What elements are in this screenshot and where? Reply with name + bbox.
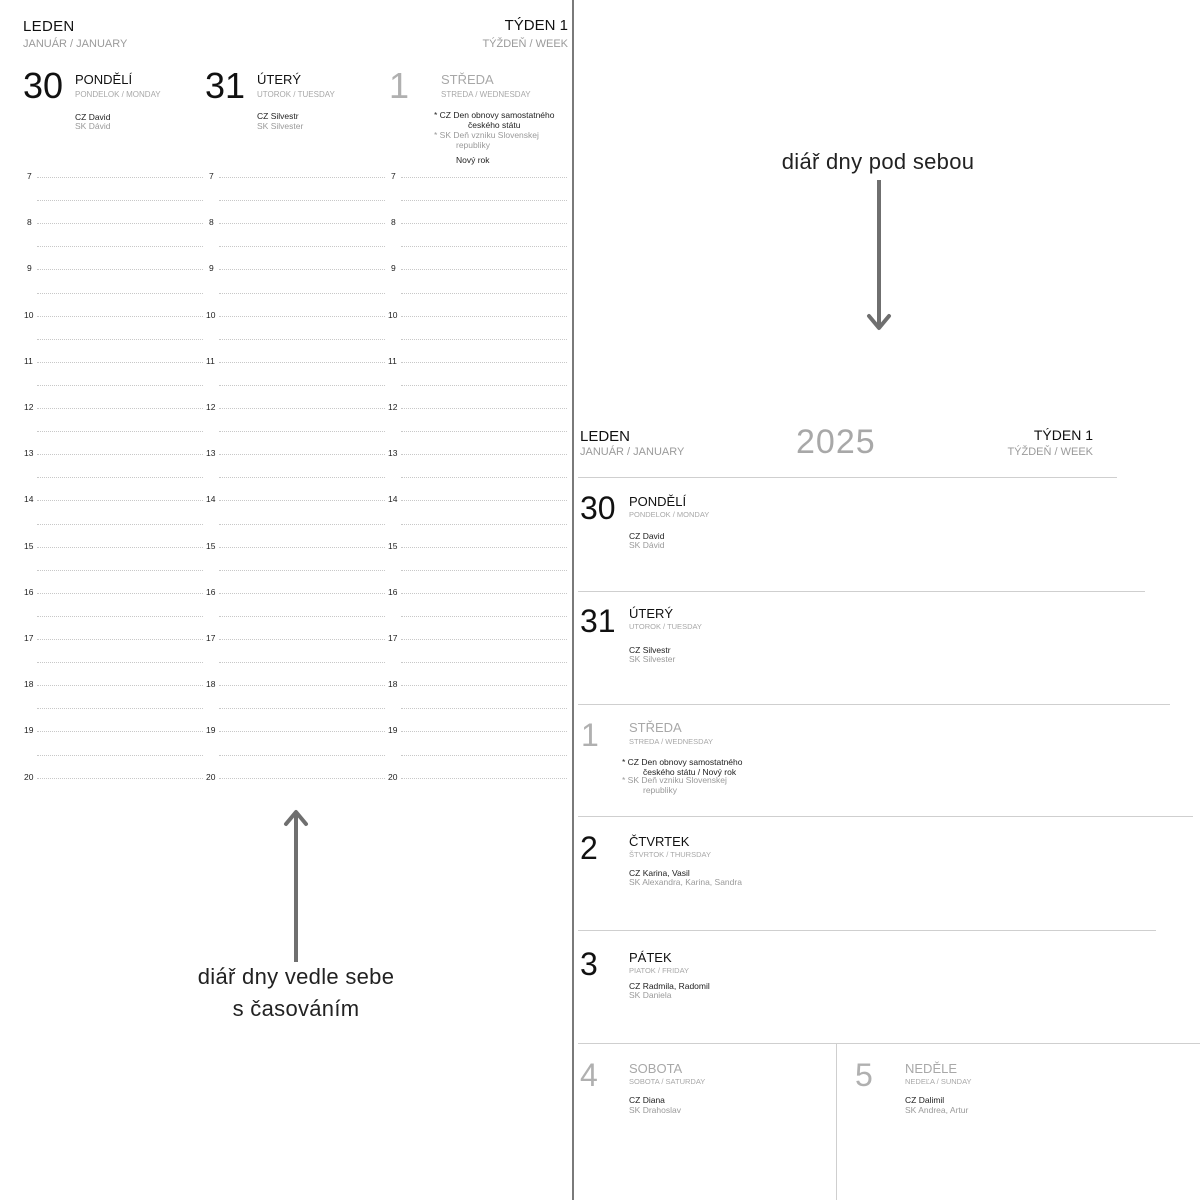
hour-label: 18 bbox=[388, 679, 398, 690]
hour-line[interactable] bbox=[37, 177, 203, 178]
hour-line[interactable] bbox=[37, 731, 203, 732]
day-number: 30 bbox=[23, 65, 64, 106]
half-hour-line[interactable] bbox=[219, 477, 385, 478]
half-hour-line[interactable] bbox=[37, 570, 203, 571]
half-hour-line[interactable] bbox=[37, 339, 203, 340]
hour-line[interactable] bbox=[219, 500, 385, 501]
left-month-subtitle: JANUÁR / JANUARY bbox=[23, 38, 128, 50]
holiday-cz bbox=[434, 111, 554, 130]
separator bbox=[578, 1043, 1200, 1044]
hour-line[interactable] bbox=[219, 223, 385, 224]
hour-line[interactable] bbox=[401, 593, 567, 594]
hour-label: 9 bbox=[209, 263, 214, 274]
holiday-cz-line1: * CZ Den obnovy samostatného bbox=[622, 757, 743, 767]
right-note: diář dny pod sebou bbox=[781, 149, 975, 174]
hour-label: 14 bbox=[24, 494, 34, 505]
day-number: 31 bbox=[205, 65, 246, 106]
half-hour-line[interactable] bbox=[37, 524, 203, 525]
hour-label: 12 bbox=[388, 402, 398, 412]
half-hour-line[interactable] bbox=[401, 246, 567, 247]
hour-label: 12 bbox=[24, 402, 34, 412]
half-hour-line[interactable] bbox=[37, 385, 203, 386]
day-subtitle: PIATOK / FRIDAY bbox=[629, 966, 690, 975]
hour-label: 8 bbox=[209, 217, 214, 228]
nameday-cz: CZ David bbox=[75, 112, 111, 122]
half-hour-line[interactable] bbox=[219, 755, 385, 756]
hour-label: 16 bbox=[388, 586, 398, 597]
half-hour-line[interactable] bbox=[401, 339, 567, 340]
nameday-sk: SK Drahoslav bbox=[629, 1105, 681, 1115]
right-month-subtitle: JANUÁR / JANUARY bbox=[580, 446, 685, 458]
hour-line[interactable] bbox=[37, 547, 203, 548]
half-hour-line[interactable] bbox=[219, 246, 385, 247]
hour-line[interactable] bbox=[401, 731, 567, 732]
hour-label: 13 bbox=[206, 448, 216, 459]
half-hour-line[interactable] bbox=[219, 616, 385, 617]
hour-line[interactable] bbox=[219, 639, 385, 640]
day-subtitle: UTOROK / TUESDAY bbox=[257, 90, 335, 99]
day-name: PONDĚLÍ bbox=[629, 494, 687, 509]
hour-line[interactable] bbox=[401, 454, 567, 455]
hour-label: 17 bbox=[388, 633, 398, 643]
day-name: PÁTEK bbox=[629, 950, 672, 965]
day-number: 1 bbox=[389, 65, 410, 106]
arrow-up-icon bbox=[282, 806, 310, 966]
hour-label: 8 bbox=[27, 217, 32, 228]
day-name: STŘEDA bbox=[629, 720, 682, 735]
half-hour-line[interactable] bbox=[219, 293, 385, 294]
hour-label: 16 bbox=[24, 586, 34, 597]
day-number: 4 bbox=[580, 1057, 598, 1093]
nameday-sk: SK Alexandra, Karina, Sandra bbox=[629, 877, 742, 887]
day-subtitle: UTOROK / TUESDAY bbox=[629, 622, 702, 631]
nameday-sk: SK Silvester bbox=[257, 121, 304, 131]
holiday-sk bbox=[622, 776, 727, 795]
right-week-subtitle: TÝŽDEŇ / WEEK bbox=[1007, 446, 1093, 458]
day-subtitle: SOBOTA / SATURDAY bbox=[629, 1077, 706, 1086]
nameday-sk: SK Daniela bbox=[629, 990, 672, 1000]
hour-label: 11 bbox=[206, 355, 215, 366]
hour-label: 8 bbox=[391, 217, 396, 228]
hour-line[interactable] bbox=[37, 500, 203, 501]
hour-line[interactable] bbox=[401, 408, 567, 409]
half-hour-line[interactable] bbox=[401, 293, 567, 294]
day-subtitle: NEDEĽA / SUNDAY bbox=[905, 1077, 972, 1086]
hour-label: 18 bbox=[24, 679, 34, 690]
half-hour-line[interactable] bbox=[37, 477, 203, 478]
holiday-sk bbox=[434, 131, 539, 150]
half-hour-line[interactable] bbox=[401, 524, 567, 525]
half-hour-line[interactable] bbox=[219, 200, 385, 201]
hour-label: 11 bbox=[388, 355, 397, 366]
hour-line[interactable] bbox=[401, 362, 567, 363]
hour-line[interactable] bbox=[401, 177, 567, 178]
half-hour-line[interactable] bbox=[219, 431, 385, 432]
hour-label: 15 bbox=[24, 540, 34, 551]
hour-line[interactable] bbox=[37, 639, 203, 640]
hour-label: 7 bbox=[391, 171, 396, 181]
hour-line[interactable] bbox=[219, 316, 385, 317]
hour-line[interactable] bbox=[219, 593, 385, 594]
left-note bbox=[146, 961, 446, 1025]
right-week-title: TÝDEN 1 bbox=[1033, 427, 1093, 443]
hour-line[interactable] bbox=[401, 500, 567, 501]
nameday-cz: CZ Silvestr bbox=[257, 111, 299, 121]
hour-line[interactable] bbox=[401, 778, 567, 779]
hour-line[interactable] bbox=[37, 269, 203, 270]
hour-label: 13 bbox=[388, 448, 398, 459]
day-subtitle: PONDELOK / MONDAY bbox=[75, 90, 161, 99]
left-week-subtitle: TÝŽDEŇ / WEEK bbox=[482, 38, 568, 50]
left-month-title: LEDEN bbox=[23, 18, 75, 35]
day-name: ÚTERÝ bbox=[629, 606, 674, 621]
hour-label: 14 bbox=[388, 494, 398, 505]
hour-line[interactable] bbox=[37, 778, 203, 779]
hour-label: 14 bbox=[206, 494, 216, 505]
half-hour-line[interactable] bbox=[401, 477, 567, 478]
hour-line[interactable] bbox=[401, 685, 567, 686]
hour-label: 15 bbox=[388, 540, 398, 551]
holiday-sk-line1: * SK Deň vzniku Slovenskej bbox=[434, 130, 539, 140]
separator bbox=[578, 704, 1170, 705]
half-hour-line[interactable] bbox=[37, 431, 203, 432]
hour-label: 16 bbox=[206, 586, 216, 597]
year-label: 2025 bbox=[796, 423, 876, 461]
hour-label: 19 bbox=[206, 725, 216, 736]
day-name: ČTVRTEK bbox=[629, 834, 690, 849]
half-hour-line[interactable] bbox=[401, 200, 567, 201]
nameday-sk: SK Dávid bbox=[629, 540, 665, 550]
hour-line[interactable] bbox=[219, 269, 385, 270]
nameday-sk: SK Andrea, Artur bbox=[905, 1105, 969, 1115]
holiday-sk-line2: republiky bbox=[456, 139, 491, 150]
weekend-divider bbox=[836, 1043, 837, 1200]
hour-line[interactable] bbox=[219, 454, 385, 455]
nameday-cz: CZ Dalimil bbox=[905, 1095, 945, 1105]
half-hour-line[interactable] bbox=[37, 246, 203, 247]
hour-line[interactable] bbox=[219, 177, 385, 178]
hour-line[interactable] bbox=[219, 362, 385, 363]
day-name: PONDĚLÍ bbox=[75, 72, 133, 87]
hour-line[interactable] bbox=[219, 547, 385, 548]
arrow-down-icon bbox=[865, 180, 893, 335]
hour-label: 9 bbox=[27, 263, 32, 274]
hour-line[interactable] bbox=[219, 778, 385, 779]
hour-label: 13 bbox=[24, 448, 34, 459]
hour-label: 19 bbox=[388, 725, 398, 736]
hour-line[interactable] bbox=[219, 685, 385, 686]
day-number: 1 bbox=[581, 717, 599, 753]
hour-line[interactable] bbox=[401, 269, 567, 270]
hour-line[interactable] bbox=[219, 408, 385, 409]
holiday-extra: Nový rok bbox=[456, 155, 490, 165]
hour-label: 18 bbox=[206, 679, 216, 690]
hour-label: 20 bbox=[206, 771, 216, 782]
hour-line[interactable] bbox=[37, 408, 203, 409]
holiday-cz-line2: českého státu / Nový rok bbox=[643, 766, 737, 777]
hour-line[interactable] bbox=[401, 223, 567, 224]
half-hour-line[interactable] bbox=[401, 385, 567, 386]
separator bbox=[578, 930, 1156, 931]
day-name: NEDĚLE bbox=[905, 1061, 958, 1076]
hour-label: 19 bbox=[24, 725, 34, 736]
half-hour-line[interactable] bbox=[401, 662, 567, 663]
hour-line[interactable] bbox=[37, 593, 203, 594]
hour-label: 10 bbox=[24, 309, 34, 320]
nameday-cz: CZ David bbox=[629, 531, 665, 541]
nameday-cz: CZ Radmila, Radomil bbox=[629, 981, 710, 991]
half-hour-line[interactable] bbox=[401, 431, 567, 432]
half-hour-line[interactable] bbox=[219, 570, 385, 571]
day-name: SOBOTA bbox=[629, 1061, 683, 1076]
hour-label: 9 bbox=[391, 263, 396, 274]
hour-line[interactable] bbox=[401, 547, 567, 548]
half-hour-line[interactable] bbox=[37, 200, 203, 201]
hour-label: 17 bbox=[206, 633, 216, 643]
hour-label: 15 bbox=[206, 540, 216, 551]
day-subtitle: ŠTVRTOK / THURSDAY bbox=[629, 850, 711, 859]
day-subtitle: STREDA / WEDNESDAY bbox=[629, 737, 714, 746]
hour-label: 20 bbox=[388, 771, 398, 782]
nameday-cz: CZ Karina, Vasil bbox=[629, 868, 690, 878]
day-number: 3 bbox=[580, 946, 598, 982]
left-note-line2: s časováním bbox=[232, 996, 360, 1021]
nameday-cz: CZ Diana bbox=[629, 1095, 665, 1105]
day-name: ÚTERÝ bbox=[257, 72, 302, 87]
separator bbox=[578, 477, 1117, 478]
hour-label: 7 bbox=[209, 171, 214, 181]
half-hour-line[interactable] bbox=[219, 662, 385, 663]
half-hour-line[interactable] bbox=[401, 708, 567, 709]
day-number: 31 bbox=[580, 603, 616, 639]
half-hour-line[interactable] bbox=[37, 708, 203, 709]
hour-line[interactable] bbox=[401, 316, 567, 317]
hour-line[interactable] bbox=[401, 639, 567, 640]
nameday-cz: CZ Silvestr bbox=[629, 645, 671, 655]
half-hour-line[interactable] bbox=[37, 293, 203, 294]
separator bbox=[578, 816, 1193, 817]
page-divider bbox=[572, 0, 574, 1200]
left-week-title: TÝDEN 1 bbox=[504, 17, 568, 34]
right-month-title: LEDEN bbox=[580, 428, 631, 445]
left-note-line1: diář dny vedle sebe bbox=[197, 964, 395, 989]
hour-line[interactable] bbox=[37, 316, 203, 317]
hour-label: 10 bbox=[388, 309, 398, 320]
hour-line[interactable] bbox=[219, 731, 385, 732]
hour-label: 20 bbox=[24, 771, 34, 782]
hour-label: 12 bbox=[206, 402, 216, 412]
hour-line[interactable] bbox=[37, 685, 203, 686]
half-hour-line[interactable] bbox=[401, 570, 567, 571]
nameday-sk: SK Silvester bbox=[629, 654, 676, 664]
nameday-sk: SK Dávid bbox=[75, 121, 111, 131]
day-subtitle: STREDA / WEDNESDAY bbox=[441, 90, 531, 99]
holiday-sk-line2: republiky bbox=[643, 784, 678, 795]
half-hour-line[interactable] bbox=[37, 755, 203, 756]
half-hour-line[interactable] bbox=[401, 755, 567, 756]
half-hour-line[interactable] bbox=[219, 339, 385, 340]
half-hour-line[interactable] bbox=[401, 616, 567, 617]
hour-line[interactable] bbox=[37, 454, 203, 455]
hour-label: 7 bbox=[27, 171, 32, 181]
half-hour-line[interactable] bbox=[219, 524, 385, 525]
day-subtitle: PONDELOK / MONDAY bbox=[629, 510, 710, 519]
half-hour-line[interactable] bbox=[37, 616, 203, 617]
hour-label: 17 bbox=[24, 633, 34, 643]
separator bbox=[578, 591, 1145, 592]
holiday-cz-line1: * CZ Den obnovy samostatného bbox=[434, 110, 555, 120]
holiday-cz-line2: českého státu bbox=[468, 119, 521, 130]
hour-line[interactable] bbox=[37, 362, 203, 363]
half-hour-line[interactable] bbox=[219, 385, 385, 386]
hour-line[interactable] bbox=[37, 223, 203, 224]
hour-label: 11 bbox=[24, 355, 33, 366]
hour-label: 10 bbox=[206, 309, 216, 320]
holiday-sk-line1: * SK Deň vzniku Slovenskej bbox=[622, 775, 727, 785]
half-hour-line[interactable] bbox=[37, 662, 203, 663]
half-hour-line[interactable] bbox=[219, 708, 385, 709]
day-number: 30 bbox=[580, 490, 616, 526]
day-number: 2 bbox=[580, 830, 598, 866]
day-name: STŘEDA bbox=[441, 72, 494, 87]
day-number: 5 bbox=[855, 1057, 873, 1093]
